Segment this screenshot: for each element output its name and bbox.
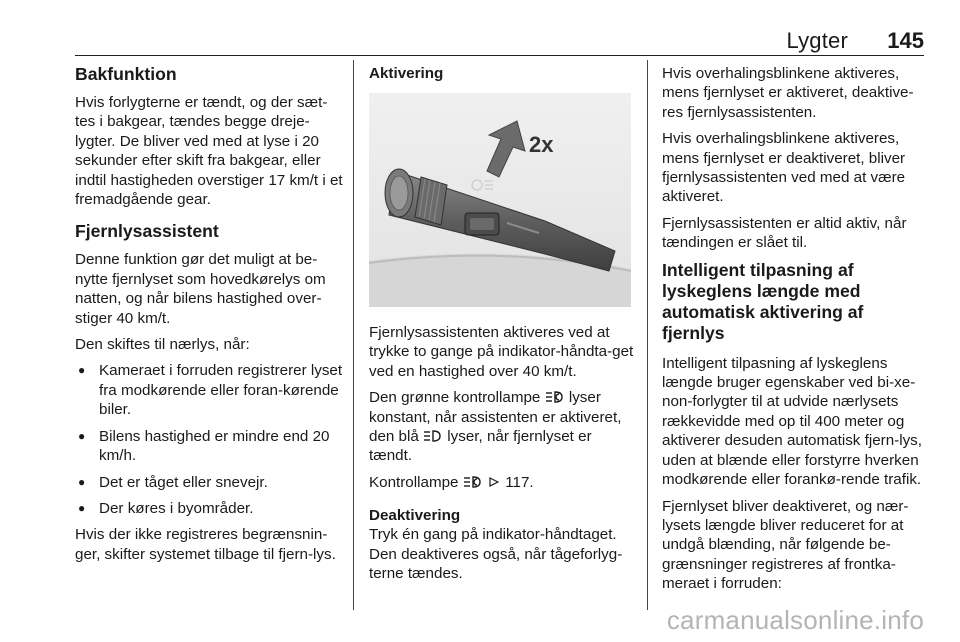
heading-aktivering: Aktivering xyxy=(369,65,444,82)
indicator-stalk-figure xyxy=(369,93,631,307)
column-2 xyxy=(369,64,635,590)
column-divider-1 xyxy=(353,60,354,610)
paragraph-deaktiv: Tryk én gang på indikator-håndtaget. Den deaktiveres også, når tågeforlyg-terne tændes. xyxy=(369,526,623,583)
text-segment: Den grønne kontrollampe xyxy=(369,389,541,407)
paragraph-kontrollampe-gron xyxy=(369,388,635,466)
paragraph-overhaling-1: Hvis overhalingsblinkene aktiveres, mens fjernlyset er aktiveret, deaktive-res fjernlysassistenten. xyxy=(662,65,914,121)
list-item: ● Det er tåget eller snevejr. xyxy=(75,473,343,492)
bullet-list xyxy=(75,361,343,518)
text-segment: Kontrollampe xyxy=(369,473,459,491)
paragraph-bakfunktion: Hvis forlygterne er tændt, og der sæt-tes i bakgear, tændes begge dreje-lygter. De bliver ved med at lyse i 20 sekunder efter skift fra bakgear, eller indtil hastigheden overstiger 17 km/t i et fremadgående gear. xyxy=(75,94,343,209)
header-rule xyxy=(75,55,924,56)
heading-deaktivering: Deaktivering xyxy=(369,507,461,525)
heading-fjernlysassistent: Fjernlysassistent xyxy=(75,221,219,242)
paragraph-kontrollampe-ref xyxy=(369,473,635,492)
page-reference: 117. xyxy=(505,473,534,491)
page-number: 145 xyxy=(887,28,924,53)
list-item: ● Der køres i byområder. xyxy=(75,499,343,518)
page-header xyxy=(0,26,960,56)
watermark: carmanualsonline.info xyxy=(666,605,924,635)
double-press-label: 2x xyxy=(529,132,554,157)
heading-intelligent: Intelligent tilpasning af lyskeglens længde med automatisk aktivering af fjernlys xyxy=(662,259,864,343)
page-reference-icon xyxy=(489,477,499,487)
stalk-illustration xyxy=(369,93,631,307)
column-1 xyxy=(75,64,343,571)
column-3 xyxy=(662,64,928,601)
list-item: ● Bilens hastighed er mindre end 20 km/h. xyxy=(75,427,343,466)
high-beam-icon xyxy=(423,429,443,443)
high-beam-assist-icon xyxy=(545,390,565,404)
paragraph-skiftes: Den skiftes til nærlys, når: xyxy=(75,336,250,354)
list-item: ● Kameraet i forruden registrerer lyset fra modkørende eller foran-kørende biler. xyxy=(75,361,343,419)
column-divider-2 xyxy=(647,60,648,610)
paragraph-overhaling-2: Hvis overhalingsblinkene aktiveres, mens fjernlyset er deaktiveret, bliver fjernlysassistenten ved med at være aktiveret. xyxy=(662,130,906,206)
high-beam-assist-icon xyxy=(463,475,483,489)
section-title: Lygter xyxy=(786,28,848,53)
text-segment: lyser, når fjernlyset er tændt. xyxy=(369,428,592,465)
heading-bakfunktion: Bakfunktion xyxy=(75,64,177,84)
paragraph-intelligent: Intelligent tilpasning af lyskeglens længde bruger egenskaber ved bi-xe-non-forlygter til at udvide nærlysets rækkevidde med op til 400 meter og aktiverer desuden automatisk fjern-lys, uden at blænde eller forstyrre hverken modkørende eller forankø-rende trafik. xyxy=(662,354,922,489)
text-segment: lyser konstant, når assistenten er aktiveret, den blå xyxy=(369,389,622,446)
paragraph-deaktiveret: Fjernlyset bliver deaktiveret, og nær-lysets længde bliver reduceret for at undgå blænding, når følgende be-grænsninger registreres af frontka-meraet i forruden: xyxy=(662,497,909,593)
paragraph-altid-aktiv: Fjernlysassistenten er altid aktiv, når tændingen er slået til. xyxy=(662,214,907,252)
paragraph-activate: Fjernlysassistenten aktiveres ved at trykke to gange på indikator-håndta-get ved en hastighed over 40 km/t. xyxy=(369,324,634,380)
paragraph-tilbage: Hvis der ikke registreres begrænsnin-ger, skifter systemet tilbage til fjern-lys. xyxy=(75,526,336,563)
paragraph-fjernlys: Denne funktion gør det muligt at be-nytte fjernlyset som hovedkørelys om natten, og når bilens hastighed over-stiger 40 km/t. xyxy=(75,251,326,327)
